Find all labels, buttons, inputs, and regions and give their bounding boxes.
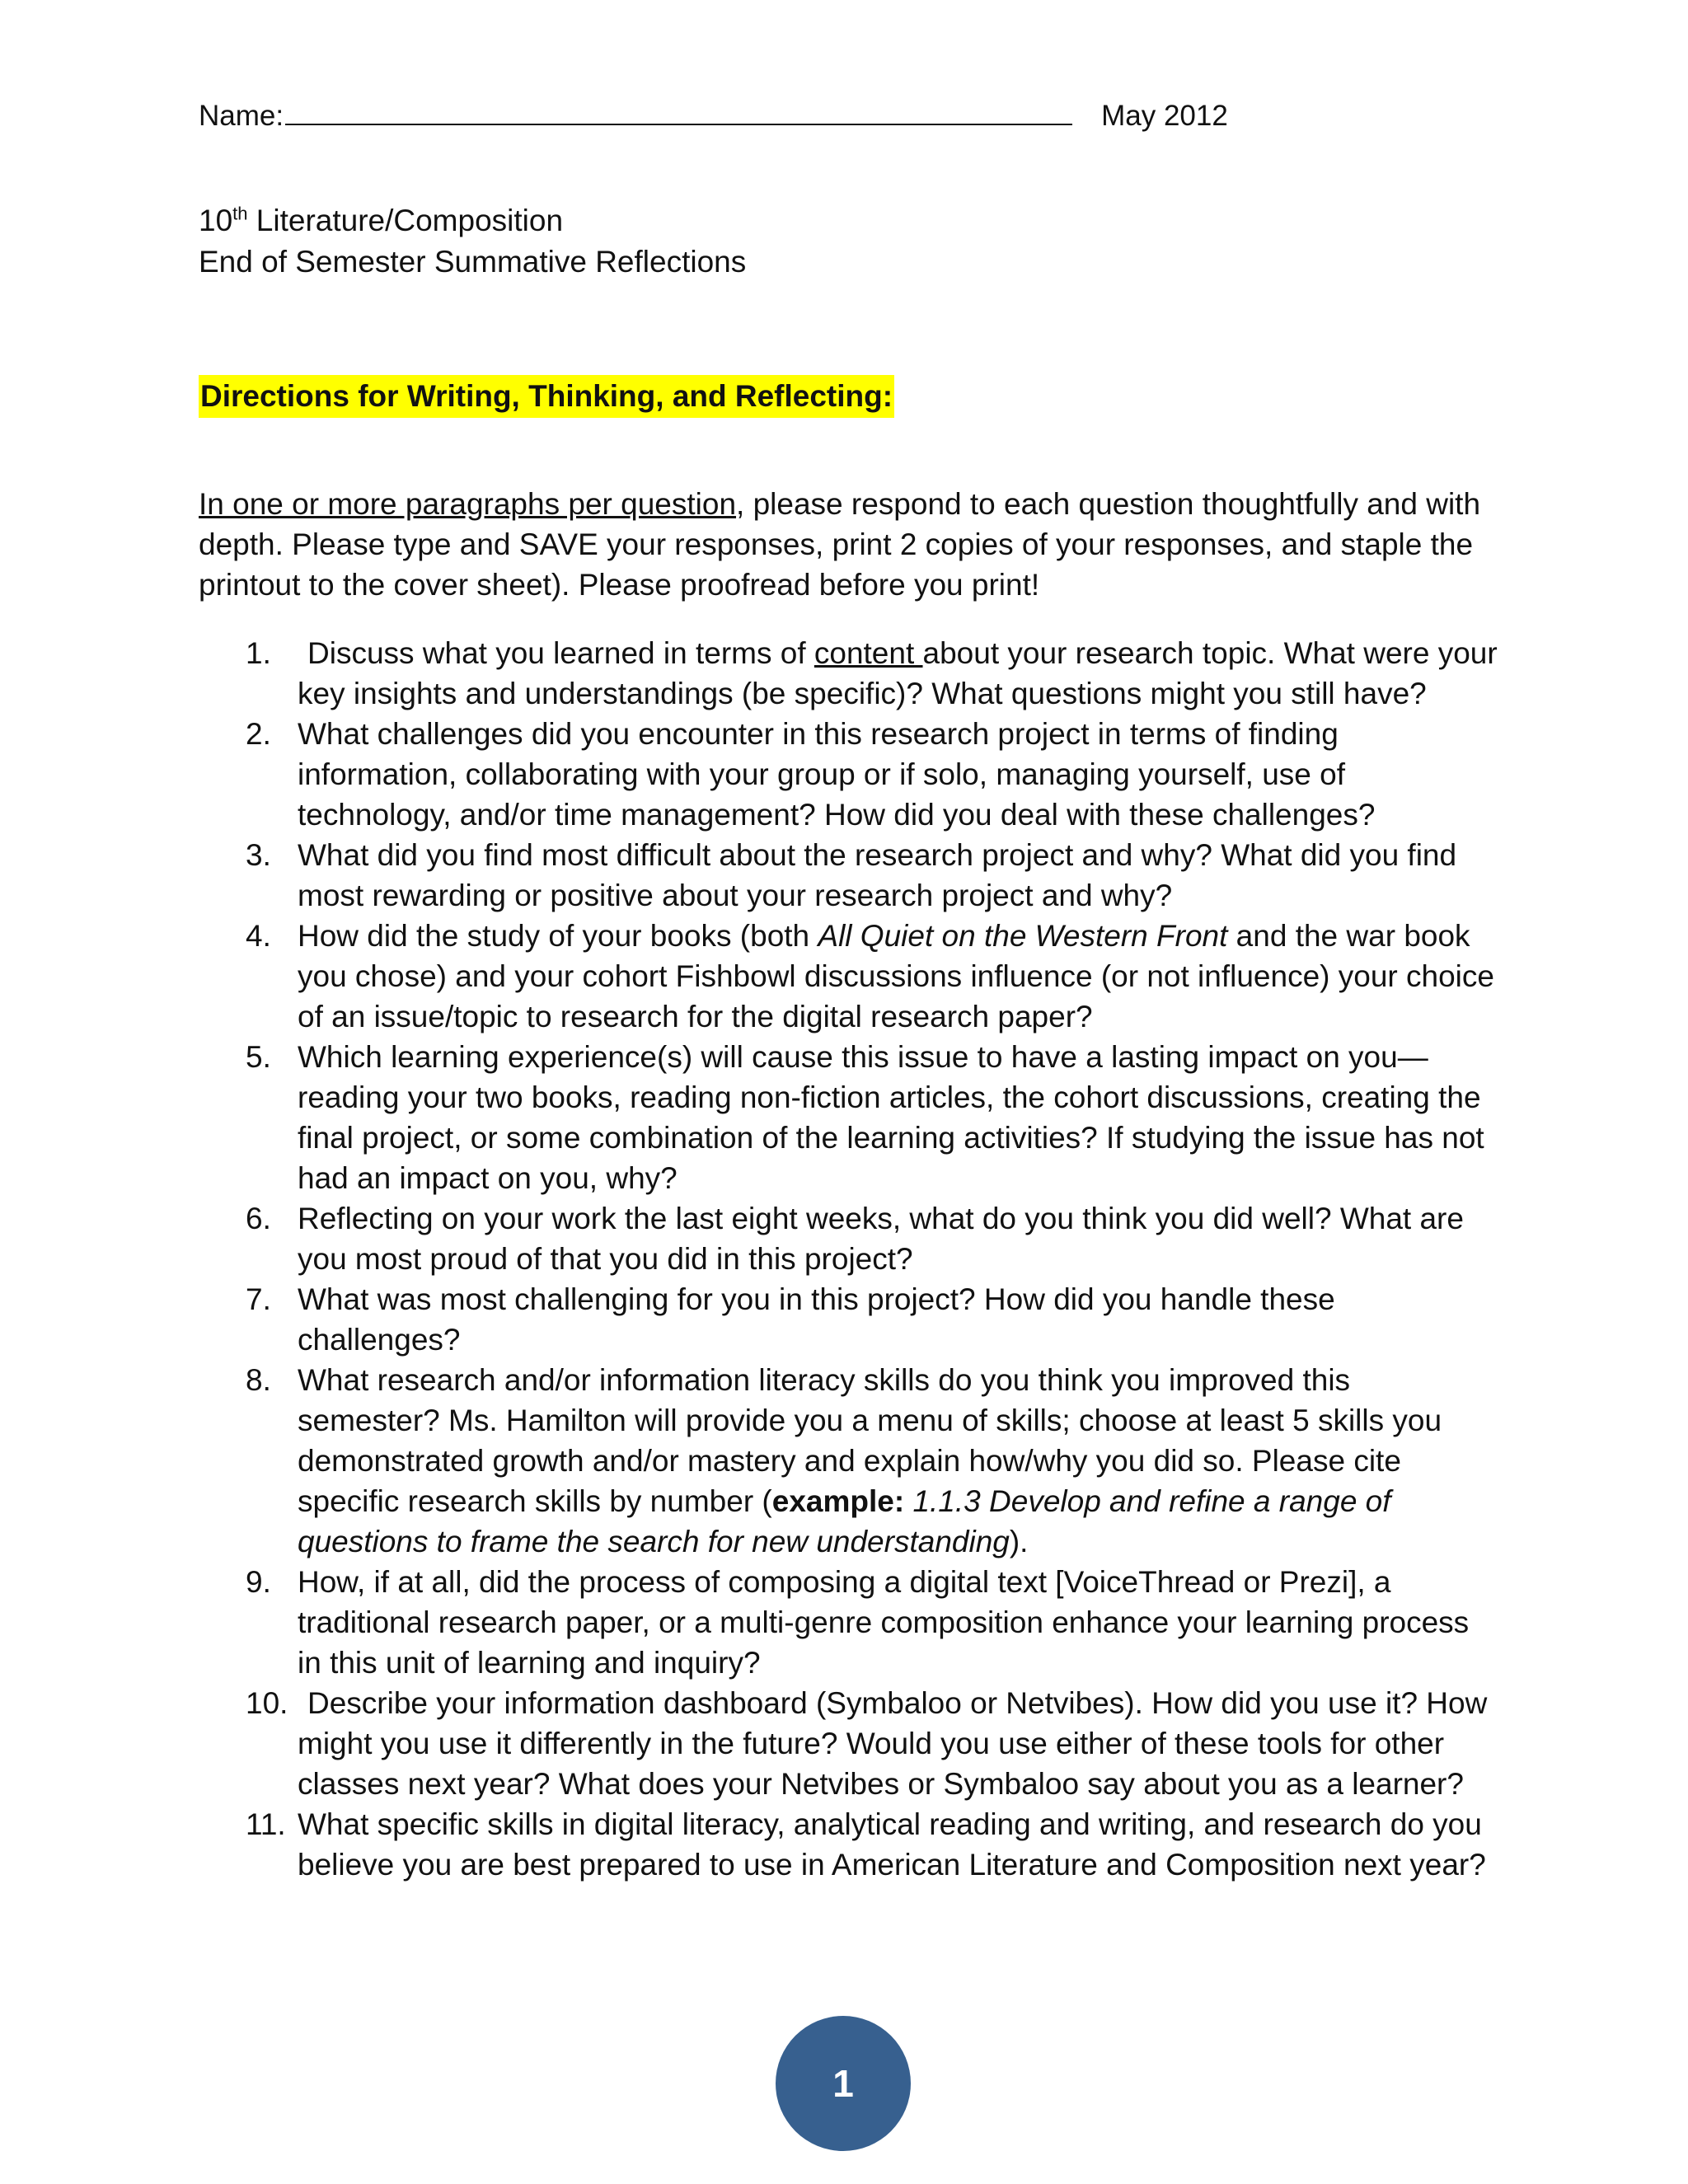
question-text <box>298 919 1494 1033</box>
question-text: What did you find most difficult about the research project and why? What did you find most rewarding or positive about your research project and why? <box>298 838 1457 912</box>
question-item <box>199 1198 1501 1279</box>
question-text-part: about your research topic. What were your key insights and understandings (be specific)? What questions might you still have? <box>298 636 1498 710</box>
question-underlined: content <box>814 636 923 670</box>
question-item <box>199 835 1501 916</box>
course-title <box>199 200 746 241</box>
question-item <box>199 1804 1501 1885</box>
question-list <box>199 633 1501 1885</box>
question-number: 4. <box>246 919 271 953</box>
question-item <box>199 714 1501 835</box>
question-text: What was most challenging for you in this project? How did you handle these challenges? <box>298 1282 1335 1357</box>
question-text: Describe your information dashboard (Symbaloo or Netvibes). How did you use it? How might you use it differently in the future? Would you use either of these tools for other classes next year? What does your Netvibes or Symbaloo say about you as a learner? <box>298 1686 1488 1801</box>
question-number: 10. <box>246 1686 288 1720</box>
question-number: 11. <box>246 1807 286 1841</box>
grade-number: 10 <box>199 204 233 237</box>
date: May 2012 <box>1101 100 1228 132</box>
question-text-part: ). <box>1009 1525 1029 1558</box>
example-label: example: <box>771 1484 905 1518</box>
name-label: Name: <box>199 100 284 132</box>
question-number: 6. <box>246 1202 271 1235</box>
question-text-part: Discuss what you learned in terms of <box>307 636 814 670</box>
question-number: 8. <box>246 1363 271 1397</box>
question-text: What specific skills in digital literacy, analytical reading and writing, and research do you believe you are best prepared to use in American Literature and Composition next year? <box>298 1807 1486 1882</box>
question-item <box>199 1562 1501 1683</box>
course-subtitle: End of Semester Summative Reflections <box>199 245 747 279</box>
directions-heading: Directions for Writing, Thinking, and Reflecting: <box>199 375 894 418</box>
question-text: Reflecting on your work the last eight weeks, what do you think you did well? What are you most proud of that you did in this project? <box>298 1202 1464 1276</box>
example-skill: 1.1.3 Develop and refine a range of questions to frame the search for new understanding <box>298 1484 1391 1558</box>
question-text-part: and the war book you chose) and your cohort Fishbowl discussions influence (or not influence) your choice of an issue/topic to research for the digital research paper? <box>298 919 1494 1033</box>
course-name: Literature/Composition <box>247 204 564 237</box>
header-line <box>199 97 1228 133</box>
question-item <box>199 633 1501 714</box>
grade-suffix: th <box>232 203 248 224</box>
question-number: 1. <box>246 636 271 670</box>
question-number: 5. <box>246 1040 271 1074</box>
question-number: 3. <box>246 838 271 872</box>
question-text <box>298 636 1498 710</box>
intro-paragraph <box>199 484 1501 605</box>
question-item <box>199 1360 1501 1562</box>
question-item <box>199 916 1501 1037</box>
question-item <box>199 1279 1501 1360</box>
question-text-part: What research and/or information literacy skills do you think you improved this semester? Ms. Hamilton will provide you a menu of skills; choose at least 5 skills you demonstrated growth and/or mastery and explain how/why you did so. Please cite specific research skills by number ( <box>298 1363 1442 1518</box>
question-text: How, if at all, did the process of composing a digital text [VoiceThread or Prezi], a traditional research paper, or a multi-genre composition enhance your learning process in this unit of learning and inquiry? <box>298 1565 1470 1680</box>
name-blank-line <box>285 97 1072 125</box>
question-text-part: How did the study of your books (both <box>298 919 818 953</box>
course-block <box>199 200 746 283</box>
question-item <box>199 1037 1501 1198</box>
page-number-badge: 1 <box>776 2016 911 2151</box>
intro-text: , please respond to each question thoughtfully and with depth. Please type and SAVE your responses, print 2 copies of your responses, and staple the printout to the cover sheet). Please proofread before you print! <box>199 487 1481 602</box>
intro-underlined: In one or more paragraphs per question <box>199 487 737 521</box>
question-number: 2. <box>246 717 271 751</box>
question-item <box>199 1683 1501 1804</box>
question-text: What challenges did you encounter in this research project in terms of finding information, collaborating with your group or if solo, managing yourself, use of technology, and/or time management? How did you deal with these challenges? <box>298 717 1376 832</box>
book-title: All Quiet on the Western Front <box>818 919 1228 953</box>
question-text: Which learning experience(s) will cause this issue to have a lasting impact on you—reading your two books, reading non-fiction articles, the cohort discussions, creating the final project, or some combination of the learning activities? If studying the issue has not had an impact on you, why? <box>298 1040 1484 1195</box>
question-number: 9. <box>246 1565 271 1599</box>
question-text <box>298 1363 1442 1558</box>
question-number: 7. <box>246 1282 271 1316</box>
